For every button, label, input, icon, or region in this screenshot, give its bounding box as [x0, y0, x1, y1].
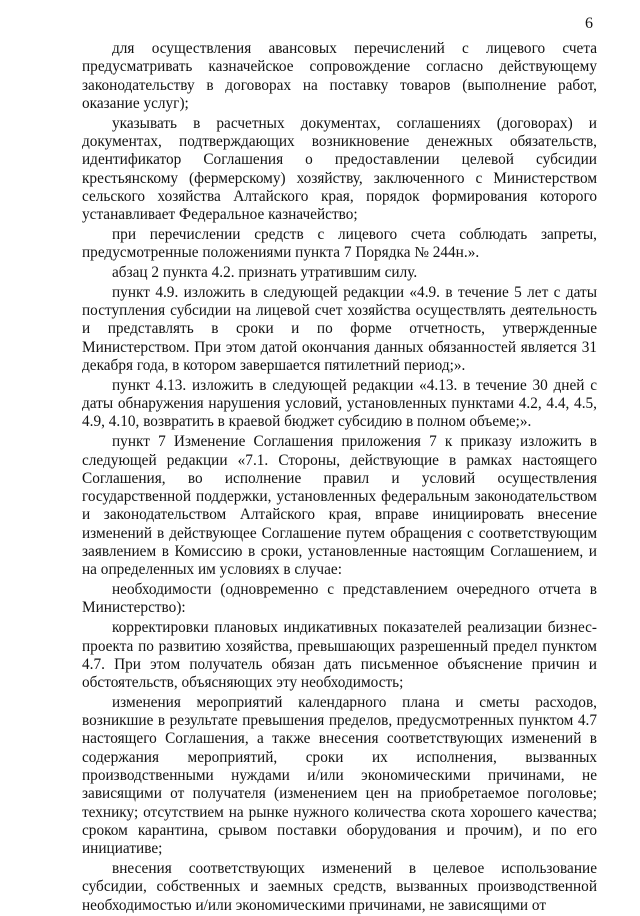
paragraph-10: изменения мероприятий календарного плана и сметы расходов, возникшие в результате превышения пределов, предусмотренных пунктом 4.7 настоящего Соглашения, а также внесения соответствующих изменений в содержания мероприятий, сроки их исполнения, вызванных производственными нуждами и/или экономическими причинами, не зависящими от получателя (изменением цен на приобретаемое поголовье; технику; отсутствием на рынке нужного количества скота хорошего качества; сроком карантина, срывом поставки оборудования и прочим), и по его инициативе; [82, 693, 597, 858]
paragraph-1: для осуществления авансовых перечислений с лицевого счета предусматривать казначейское сопровождение согласно действующему законодательству в договорах на поставку товаров (выполнение работ, оказание услуг); [82, 40, 597, 112]
document-body [82, 40, 597, 916]
paragraph-4: абзац 2 пункта 4.2. признать утратившим силу. [112, 264, 418, 282]
paragraph-2: указывать в расчетных документах, соглашениях (договорах) и документах, подтверждающих возникновение денежных обязательств, идентификатор Соглашения о предоставлении целевой субсидии крестьянскому (фермерскому) хозяйству, заключенного с Министерством сельского хозяйства Алтайского края, порядок формирования которого устанавливает Федеральное казначейство; [82, 114, 597, 224]
paragraph-8: необходимости (одновременно с представлением очередного отчета в Министерство): [82, 581, 597, 617]
paragraph-3: при перечислении средств с лицевого счета соблюдать запреты, предусмотренные положениями пункта 7 Порядка № 244н.». [82, 225, 597, 262]
page-number: 6 [585, 15, 593, 32]
paragraph-6: пункт 4.13. изложить в следующей редакции «4.13. в течение 30 дней с даты обнаружения нарушения условий, установленных пунктами 4.2, 4.4, 4.5, 4.9, 4.10, возвратить в краевой бюджет субсидию в полном объеме;». [82, 376, 597, 431]
paragraph-11: внесения соответствующих изменений в целевое использование субсидии, собственных и заемных средств, вызванных производственной необходимостью и/или экономическими причинами, не зависящими от [82, 860, 597, 914]
paragraph-5: пункт 4.9. изложить в следующей редакции «4.9. в течение 5 лет с даты поступления субсидии на лицевой счет хозяйства осуществлять деятельность и представлять в сроки и по форме отчетность, утвержденные Министерством. При этом датой окончания данных обязанностей является 31 декабря года, в котором завершается пятилетний период;». [82, 283, 597, 375]
paragraph-9: корректировки плановых индикативных показателей реализации бизнес-проекта по развитию хозяйства, превышающих разрешенный предел пунктом 4.7. При этом получатель обязан дать письменное объяснение причин и обстоятельств, объясняющих эту необходимость; [82, 619, 597, 692]
paragraph-7: пункт 7 Изменение Соглашения приложения 7 к приказу изложить в следующей редакции «7.1. Стороны, действующие в рамках настоящего Соглашения, во исполнение правил и условий осуществления государственной поддержки, установленных федеральным законодательством и законодательством Алтайского края, вправе инициировать внесение изменений в действующее Соглашение путем обращения с соответствующим заявлением в Комиссию в сроки, установленные настоящим Соглашением, и на определенных им условиях в случае: [82, 433, 597, 579]
